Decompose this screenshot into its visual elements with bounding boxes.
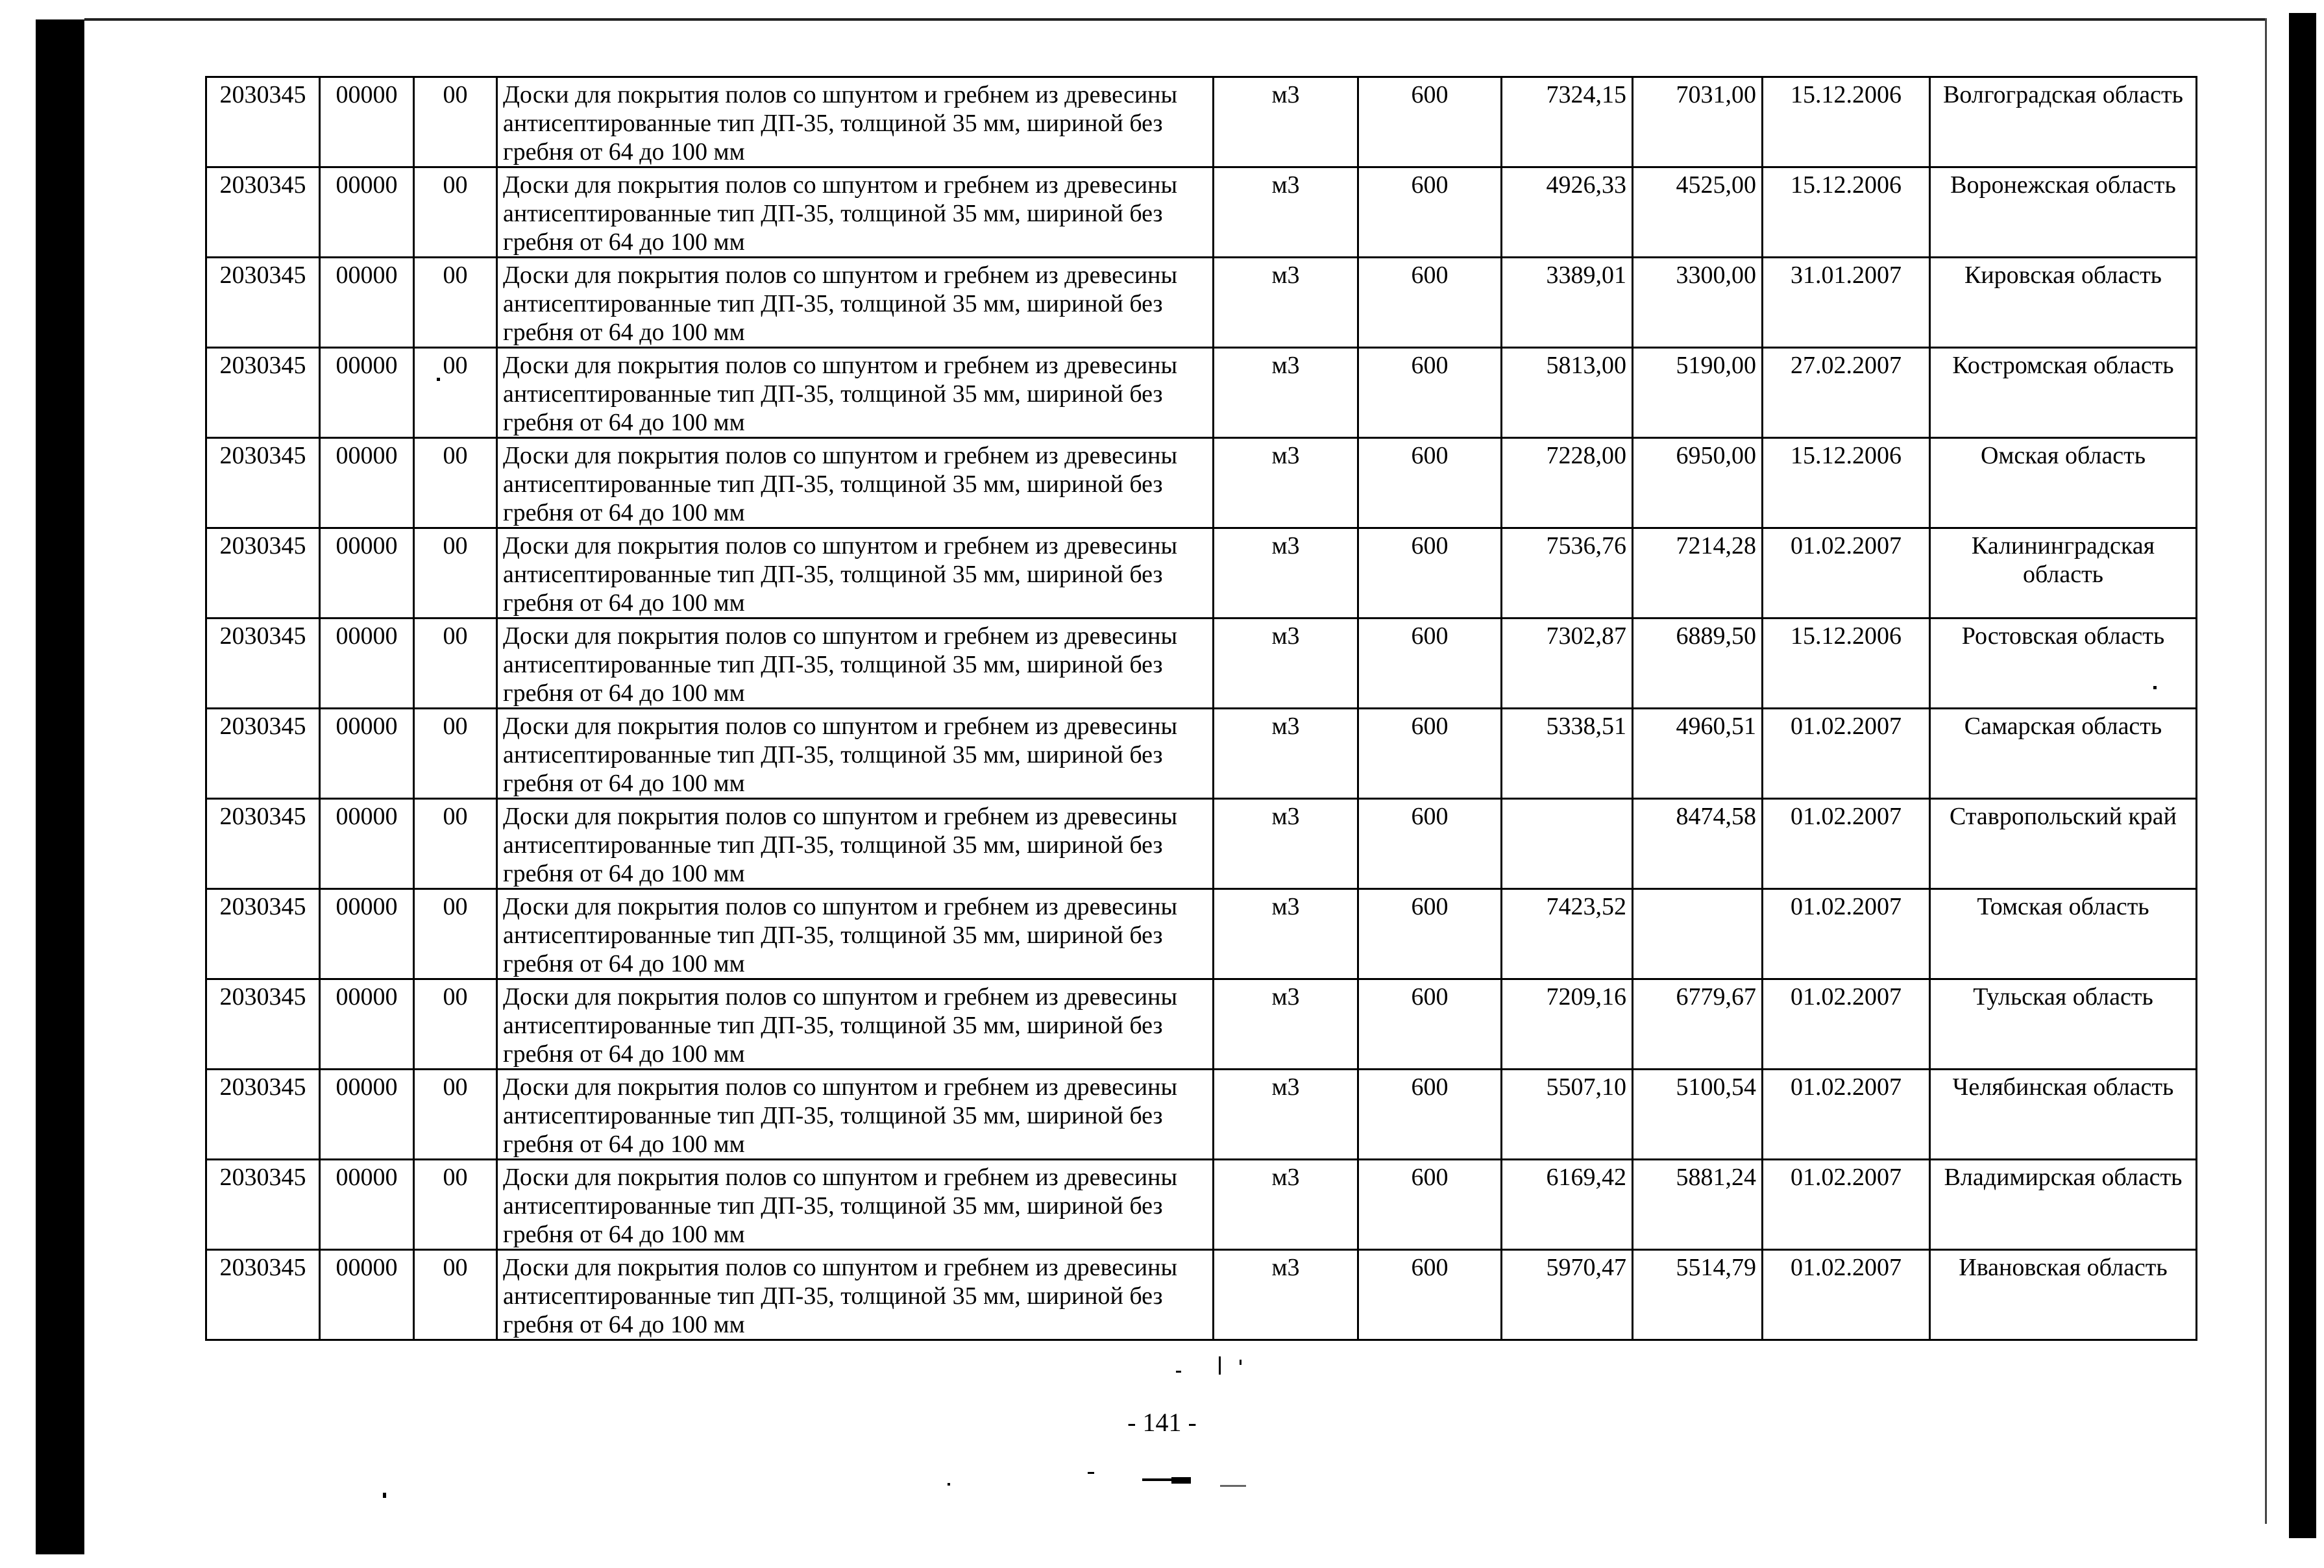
cell-date: 01.02.2007	[1763, 889, 1930, 979]
cell-product-code: 2030345	[206, 438, 320, 528]
cell-product-code: 2030345	[206, 77, 320, 167]
scan-speck	[1171, 1477, 1191, 1484]
cell-price-2: 4525,00	[1633, 167, 1763, 258]
table-row	[206, 438, 2197, 528]
cell-price-1: 5507,10	[1502, 1070, 1633, 1160]
cell-unit: м3	[1214, 528, 1358, 619]
cell-price-2: 8474,58	[1633, 799, 1763, 889]
cell-group-code: 00	[414, 1070, 497, 1160]
cell-price-2: 6889,50	[1633, 619, 1763, 709]
table-row	[206, 77, 2197, 167]
cell-region: Тульская область	[1930, 979, 2197, 1070]
scan-speck	[1240, 1360, 1242, 1365]
cell-unit: м3	[1214, 1250, 1358, 1340]
cell-price-2: 4960,51	[1633, 709, 1763, 799]
cell-region: Воронежская область	[1930, 167, 2197, 258]
cell-price-2: 6779,67	[1633, 979, 1763, 1070]
cell-unit: м3	[1214, 1070, 1358, 1160]
cell-description: Доски для покрытия полов со шпунтом и гребнем из древесины антисептированные тип ДП-35, толщиной 35 мм, шириной без гребня от 64 до 100 мм	[497, 348, 1214, 438]
scan-speck	[1142, 1478, 1175, 1481]
cell-subcode: 00000	[320, 77, 414, 167]
cell-description: Доски для покрытия полов со шпунтом и гребнем из древесины антисептированные тип ДП-35, толщиной 35 мм, шириной без гребня от 64 до 100 мм	[497, 167, 1214, 258]
cell-group-code: 00	[414, 258, 497, 348]
scan-speck	[383, 1493, 386, 1498]
cell-subcode: 00000	[320, 1160, 414, 1250]
page-number: - 141 -	[1127, 1408, 1197, 1437]
cell-quantity: 600	[1358, 258, 1502, 348]
cell-description: Доски для покрытия полов со шпунтом и гребнем из древесины антисептированные тип ДП-35, толщиной 35 мм, шириной без гребня от 64 до 100 мм	[497, 709, 1214, 799]
cell-quantity: 600	[1358, 77, 1502, 167]
cell-description: Доски для покрытия полов со шпунтом и гребнем из древесины антисептированные тип ДП-35, толщиной 35 мм, шириной без гребня от 64 до 100 мм	[497, 258, 1214, 348]
cell-date: 01.02.2007	[1763, 1250, 1930, 1340]
scan-border-right	[2289, 13, 2316, 1538]
cell-date: 01.02.2007	[1763, 979, 1930, 1070]
cell-region: Волгоградская область	[1930, 77, 2197, 167]
cell-group-code: 00	[414, 979, 497, 1070]
cell-quantity: 600	[1358, 799, 1502, 889]
cell-price-1: 5970,47	[1502, 1250, 1633, 1340]
cell-price-2: 5881,24	[1633, 1160, 1763, 1250]
cell-product-code: 2030345	[206, 258, 320, 348]
table-row	[206, 167, 2197, 258]
cell-group-code: 00	[414, 348, 497, 438]
cell-unit: м3	[1214, 258, 1358, 348]
cell-description: Доски для покрытия полов со шпунтом и гребнем из древесины антисептированные тип ДП-35, толщиной 35 мм, шириной без гребня от 64 до 100 мм	[497, 1160, 1214, 1250]
cell-date: 27.02.2007	[1763, 348, 1930, 438]
cell-price-1: 3389,01	[1502, 258, 1633, 348]
cell-region: Кировская область	[1930, 258, 2197, 348]
cell-group-code: 00	[414, 619, 497, 709]
cell-group-code: 00	[414, 1160, 497, 1250]
cell-subcode: 00000	[320, 799, 414, 889]
cell-product-code: 2030345	[206, 1160, 320, 1250]
table-row	[206, 709, 2197, 799]
cell-price-1: 7423,52	[1502, 889, 1633, 979]
table-row	[206, 979, 2197, 1070]
price-table	[205, 76, 2197, 1341]
cell-description: Доски для покрытия полов со шпунтом и гребнем из древесины антисептированные тип ДП-35, толщиной 35 мм, шириной без гребня от 64 до 100 мм	[497, 1070, 1214, 1160]
cell-subcode: 00000	[320, 1250, 414, 1340]
cell-quantity: 600	[1358, 619, 1502, 709]
cell-region: Томская область	[1930, 889, 2197, 979]
cell-price-2: 6950,00	[1633, 438, 1763, 528]
cell-price-1: 7536,76	[1502, 528, 1633, 619]
cell-description: Доски для покрытия полов со шпунтом и гребнем из древесины антисептированные тип ДП-35, толщиной 35 мм, шириной без гребня от 64 до 100 мм	[497, 619, 1214, 709]
scan-speck	[948, 1483, 950, 1486]
cell-quantity: 600	[1358, 1070, 1502, 1160]
cell-unit: м3	[1214, 979, 1358, 1070]
cell-quantity: 600	[1358, 889, 1502, 979]
cell-price-2: 3300,00	[1633, 258, 1763, 348]
cell-unit: м3	[1214, 709, 1358, 799]
cell-unit: м3	[1214, 1160, 1358, 1250]
cell-quantity: 600	[1358, 1250, 1502, 1340]
cell-subcode: 00000	[320, 619, 414, 709]
cell-subcode: 00000	[320, 167, 414, 258]
cell-group-code: 00	[414, 167, 497, 258]
cell-date: 15.12.2006	[1763, 438, 1930, 528]
cell-price-1: 6169,42	[1502, 1160, 1633, 1250]
cell-date: 01.02.2007	[1763, 799, 1930, 889]
table-row	[206, 889, 2197, 979]
cell-group-code: 00	[414, 77, 497, 167]
cell-date: 31.01.2007	[1763, 258, 1930, 348]
cell-date: 15.12.2006	[1763, 619, 1930, 709]
cell-price-2: 7031,00	[1633, 77, 1763, 167]
cell-product-code: 2030345	[206, 348, 320, 438]
scan-speck	[1176, 1371, 1181, 1373]
table-row	[206, 258, 2197, 348]
cell-price-2: 5190,00	[1633, 348, 1763, 438]
cell-product-code: 2030345	[206, 619, 320, 709]
cell-group-code: 00	[414, 799, 497, 889]
cell-group-code: 00	[414, 438, 497, 528]
table-row	[206, 619, 2197, 709]
cell-product-code: 2030345	[206, 889, 320, 979]
cell-quantity: 600	[1358, 709, 1502, 799]
cell-quantity: 600	[1358, 528, 1502, 619]
table-row	[206, 348, 2197, 438]
cell-description: Доски для покрытия полов со шпунтом и гребнем из древесины антисептированные тип ДП-35, толщиной 35 мм, шириной без гребня от 64 до 100 мм	[497, 1250, 1214, 1340]
scan-edge-top	[84, 18, 2265, 21]
cell-description: Доски для покрытия полов со шпунтом и гребнем из древесины антисептированные тип ДП-35, толщиной 35 мм, шириной без гребня от 64 до 100 мм	[497, 799, 1214, 889]
cell-group-code: 00	[414, 889, 497, 979]
cell-region: Омская область	[1930, 438, 2197, 528]
cell-unit: м3	[1214, 799, 1358, 889]
cell-region: Самарская область	[1930, 709, 2197, 799]
cell-quantity: 600	[1358, 348, 1502, 438]
cell-region: Владимирская область	[1930, 1160, 2197, 1250]
cell-subcode: 00000	[320, 438, 414, 528]
cell-description: Доски для покрытия полов со шпунтом и гребнем из древесины антисептированные тип ДП-35, толщиной 35 мм, шириной без гребня от 64 до 100 мм	[497, 889, 1214, 979]
scan-speck	[2153, 686, 2157, 689]
cell-unit: м3	[1214, 77, 1358, 167]
cell-product-code: 2030345	[206, 709, 320, 799]
cell-product-code: 2030345	[206, 799, 320, 889]
cell-price-2: 5514,79	[1633, 1250, 1763, 1340]
cell-price-1: 7302,87	[1502, 619, 1633, 709]
cell-subcode: 00000	[320, 348, 414, 438]
cell-group-code: 00	[414, 1250, 497, 1340]
cell-description: Доски для покрытия полов со шпунтом и гребнем из древесины антисептированные тип ДП-35, толщиной 35 мм, шириной без гребня от 64 до 100 мм	[497, 528, 1214, 619]
cell-subcode: 00000	[320, 528, 414, 619]
cell-unit: м3	[1214, 438, 1358, 528]
scan-speck	[1220, 1485, 1246, 1487]
cell-date: 01.02.2007	[1763, 1160, 1930, 1250]
cell-price-2: 7214,28	[1633, 528, 1763, 619]
cell-description: Доски для покрытия полов со шпунтом и гребнем из древесины антисептированные тип ДП-35, толщиной 35 мм, шириной без гребня от 64 до 100 мм	[497, 77, 1214, 167]
cell-subcode: 00000	[320, 709, 414, 799]
cell-subcode: 00000	[320, 1070, 414, 1160]
cell-subcode: 00000	[320, 979, 414, 1070]
table-row	[206, 528, 2197, 619]
cell-price-1: 5813,00	[1502, 348, 1633, 438]
cell-price-2: 5100,54	[1633, 1070, 1763, 1160]
cell-price-1: 5338,51	[1502, 709, 1633, 799]
cell-product-code: 2030345	[206, 167, 320, 258]
cell-region: Ставропольский край	[1930, 799, 2197, 889]
scan-edge-right	[2265, 18, 2267, 1524]
cell-price-2	[1633, 889, 1763, 979]
cell-quantity: 600	[1358, 1160, 1502, 1250]
cell-price-1: 4926,33	[1502, 167, 1633, 258]
scan-border-left	[36, 19, 84, 1554]
cell-region: Ростовская область	[1930, 619, 2197, 709]
cell-quantity: 600	[1358, 438, 1502, 528]
table-row	[206, 799, 2197, 889]
cell-product-code: 2030345	[206, 1070, 320, 1160]
cell-description: Доски для покрытия полов со шпунтом и гребнем из древесины антисептированные тип ДП-35, толщиной 35 мм, шириной без гребня от 64 до 100 мм	[497, 438, 1214, 528]
scan-speck	[1088, 1472, 1094, 1474]
cell-product-code: 2030345	[206, 528, 320, 619]
cell-region: Костромская область	[1930, 348, 2197, 438]
cell-unit: м3	[1214, 619, 1358, 709]
cell-group-code: 00	[414, 528, 497, 619]
cell-date: 01.02.2007	[1763, 709, 1930, 799]
cell-region: Челябинская область	[1930, 1070, 2197, 1160]
table-row	[206, 1250, 2197, 1340]
cell-date: 15.12.2006	[1763, 77, 1930, 167]
cell-date: 01.02.2007	[1763, 1070, 1930, 1160]
cell-subcode: 00000	[320, 889, 414, 979]
price-table-body	[206, 77, 2197, 1340]
cell-subcode: 00000	[320, 258, 414, 348]
cell-quantity: 600	[1358, 167, 1502, 258]
cell-quantity: 600	[1358, 979, 1502, 1070]
cell-description: Доски для покрытия полов со шпунтом и гребнем из древесины антисептированные тип ДП-35, толщиной 35 мм, шириной без гребня от 64 до 100 мм	[497, 979, 1214, 1070]
cell-price-1: 7228,00	[1502, 438, 1633, 528]
cell-price-1: 7209,16	[1502, 979, 1633, 1070]
cell-price-1	[1502, 799, 1633, 889]
cell-region: Ивановская область	[1930, 1250, 2197, 1340]
table-row	[206, 1160, 2197, 1250]
cell-date: 15.12.2006	[1763, 167, 1930, 258]
cell-product-code: 2030345	[206, 1250, 320, 1340]
scan-speck	[1219, 1356, 1221, 1375]
cell-unit: м3	[1214, 348, 1358, 438]
cell-unit: м3	[1214, 889, 1358, 979]
table-row	[206, 1070, 2197, 1160]
cell-unit: м3	[1214, 167, 1358, 258]
cell-price-1: 7324,15	[1502, 77, 1633, 167]
cell-date: 01.02.2007	[1763, 528, 1930, 619]
cell-product-code: 2030345	[206, 979, 320, 1070]
cell-region: Калининградская область	[1930, 528, 2197, 619]
scan-speck	[437, 378, 440, 381]
cell-group-code: 00	[414, 709, 497, 799]
